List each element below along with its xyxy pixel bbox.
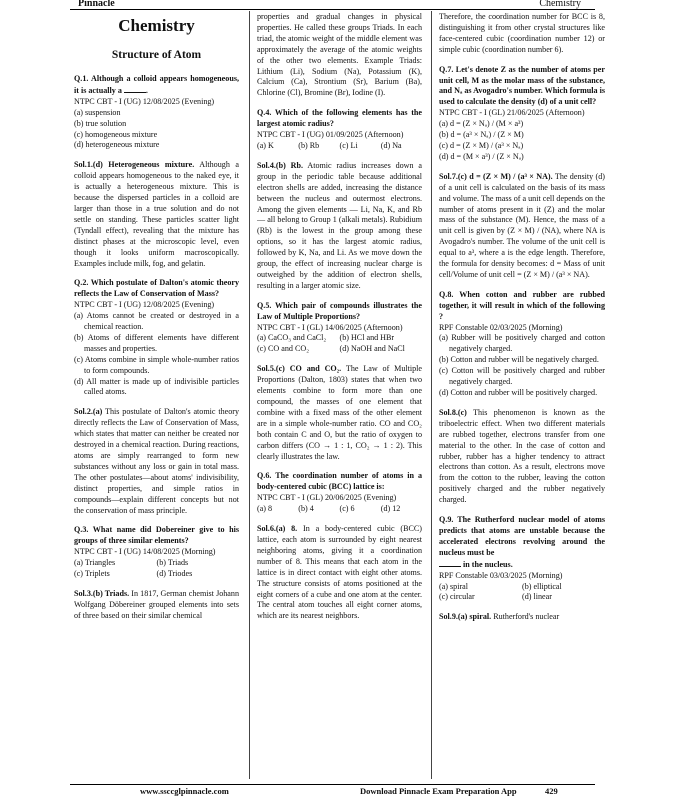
- question-4: Q.4. Which of the following elements has the largest atomic radius? NTPC CBT - I (UG) 01/09/2025 (Afternoon) (a) K (b) Rb (c) Li (d) Na: [257, 108, 422, 150]
- option-a: (a) Rubber will be positively charged and cotton negatively charged.: [439, 333, 605, 354]
- question-6: Q.6. The coordination number of atoms in a body-centered cubic (BCC) lattice is: NTPC CBT - I (GL) 20/06/2025 (Evening) (a) 8 (b) 4 (c) 6 (d) 12: [257, 471, 422, 514]
- option-d: (d) 12: [380, 504, 401, 514]
- column-1: [74, 12, 239, 778]
- question-1: Q.1. Although a colloid appears homogeneous, it is actually a . NTPC CBT - I (UG) 12/08/2025 (Evening) (a) suspension (b) true solution (c) homogeneous mixture (d) heterogeneous mixture: [74, 74, 239, 150]
- option-d: (d) Triodes: [156, 569, 193, 579]
- page-footer: [0, 786, 683, 800]
- footer-website: www.ssccglpinnacle.com: [140, 786, 229, 796]
- header-subject: Chemistry: [539, 0, 581, 9]
- option-c: (c) d = (Z × M) / (a³ × Nₐ): [439, 140, 524, 150]
- question-source: RPF Constable 03/03/2025 (Morning): [439, 570, 563, 580]
- publisher-name: Pinnacle: [78, 0, 115, 9]
- option-b: (b) elliptical: [522, 581, 562, 591]
- question-source: NTPC CBT - I (UG) 01/09/2025 (Afternoon): [257, 130, 404, 140]
- page-title: Chemistry: [118, 16, 195, 35]
- option-d: (d) linear: [522, 592, 552, 602]
- footer-app-promo: Download Pinnacle Exam Preparation App: [360, 786, 517, 796]
- question-source: NTPC CBT - I (GL) 20/06/2025 (Evening): [257, 493, 397, 503]
- option-d: (d) Cotton and rubber will be positively charged.: [439, 388, 598, 397]
- solution-3-continued: properties and gradual changes in physical properties. He called these groups Triads. In each triad, the atomic weight of the middle element was approximately the average of the atomic weights of the other two elements. Example Triads: Lithium (Li), Sodium (Na), Potassium (K), Calcium (Ca), Strontium (Sr), Barium (Ba), Chlorine (Cl), Bromine (Br), Iodine (I).: [257, 12, 422, 98]
- option-b: (b) Atoms of different elements have different masses and properties.: [74, 332, 239, 353]
- solution-6-continued: Therefore, the coordination number for BCC is 8, distinguishing it from other crystal structures like face-centered cubic (coordination number 12) or simple cubic (coordination number 6).: [439, 12, 605, 54]
- option-c: (c) Li: [339, 140, 358, 150]
- fill-blank: [439, 559, 461, 567]
- question-2: Q.2. Which postulate of Dalton's atomic theory reflects the Law of Conservation of Mass? NTPC CBT - I (UG) 12/08/2025 (Evening) (a) Atoms cannot be created or destroyed in a chemical reaction. (b) Atoms of different elements have different masses and properties. (c) Atoms combine in simple whole-number ratios to form compounds. (d) All matter is made up of indivisible particles called atoms.: [74, 278, 239, 397]
- column-divider: [249, 11, 250, 779]
- question-5: Q.5. Which pair of compounds illustrates the Law of Multiple Proportions? NTPC CBT - I (GL) 14/06/2025 (Afternoon) (a) CaCO₃ and CaCl₂ (b) HCl and HBr (c) CO and CO₂ (d) NaOH and NaCl: [257, 300, 422, 354]
- solution-1: Sol.1.(d) Heterogeneous mixture. Although a colloid appears homogeneous to the naked eye, it is actually a heterogeneous mixture. This is because the dispersed particles in a colloid are larger than those in a true solution and do not settle on standing. These particles scatter light (Tyndall effect), revealing that the mixture has distinct phases at the microscopic level, even though it looks uniform macroscopically. Examples include milk, fog, and gelatin.: [74, 160, 239, 268]
- option-d: (d) d = (M × a³) / (Z × Nₐ): [439, 151, 524, 161]
- question-source: NTPC CBT - I (GL) 14/06/2025 (Afternoon): [257, 322, 403, 332]
- option-c: (c) homogeneous mixture: [74, 129, 158, 139]
- solution-9: Sol.9.(a) spiral. Rutherford's nuclear: [439, 612, 560, 622]
- solution-7: Sol.7.(c) d = (Z × M) / (a³ × NA). The density (d) of a unit cell is calculated on the basis of its mass and volume. The mass of a unit cell depends on the number of atoms present in it (Z) and the molar mass of the substance (M). Hence, the mass of a unit cell is given by (Z × M) / (NA), where NA is Avogadro's number. The volume of the unit cell is equal to a³, where a is the edge length. Therefore, the formula for density becomes: d = Mass of unit cell/Volume of unit cell = (Z × M) / (a³ × NA).: [439, 171, 605, 279]
- footer-rule: [70, 784, 595, 785]
- option-a: (a) suspension: [74, 107, 121, 117]
- option-a: (a) d = (Z × Nₐ) / (M × a³): [439, 119, 524, 129]
- option-d: (d) NaOH and NaCl: [339, 344, 405, 354]
- solution-4: Sol.4.(b) Rb. Atomic radius increases down a group in the periodic table because additional electron shells are added, increasing the distance between the nucleus and outermost electrons. Among the given elements — Li, Na, K, and Rb — all belong to Group 1 (alkali metals). Rubidium (Rb) is the lowest in the group among these options, so it has the largest atomic radius, followed by K, Na, and Li. As we move down the group, the effect of increasing nuclear charge is outweighed by the addition of electron shells, resulting in a larger atomic size.: [257, 160, 422, 290]
- solution-8: Sol.8.(c) This phenomenon is known as the triboelectric effect. When two different materials are rubbed together, electrons transfer from one material to the other. In the case of cotton and rubber, rubber has a higher tendency to attract electrons than cotton. As a result, electrons move from the cotton to the rubber, leaving the cotton positively charged and the rubber negatively charged.: [439, 407, 605, 505]
- option-d: (d) Na: [380, 140, 402, 150]
- page-subtitle: Structure of Atom: [111, 49, 202, 61]
- option-b: (b) true solution: [74, 118, 127, 128]
- option-a: (a) 8: [257, 504, 273, 514]
- solution-2: Sol.2.(a) This postulate of Dalton's atomic theory directly reflects the Law of Conservation of Mass, which states that matter can neither be created nor destroyed in a chemical reaction. During reactions, atoms are simply rearranged to form new substances without any loss or gain in total mass. The other postulates—about atoms' indivisibility, distinct properties, and simple ratios in compounds—explain different concepts but not the conservation of mass principle.: [74, 407, 239, 515]
- option-b: (b) Triads: [156, 558, 189, 568]
- column-divider: [431, 11, 432, 779]
- page-header: [0, 0, 683, 10]
- option-c: (c) CO and CO₂: [257, 344, 310, 354]
- option-c: (c) Cotton will be positively charged and rubber negatively charged.: [439, 366, 605, 387]
- solution-5: Sol.5.(c) CO and CO₂. The Law of Multiple Proportions (Dalton, 1803) states that when two elements combine to form more than one compound, the masses of one element that combine with a fixed mass of the other element are in a simple whole-number ratio. CO and CO₂ both contain C and O, but the ratio of oxygen to carbon differs (CO → 1 : 1, CO₂ → 1 : 2). This clearly illustrates the law.: [257, 364, 422, 461]
- option-c: (c) Atoms combine in simple whole-number ratios to form compounds.: [74, 354, 239, 375]
- option-b: (b) 4: [298, 504, 314, 514]
- page-number: 429: [545, 786, 558, 796]
- header-rule: [70, 9, 595, 10]
- option-a: (a) spiral: [439, 581, 468, 591]
- option-b: (b) d = (a³ × Nₐ) / (Z × M): [439, 130, 524, 140]
- question-source: NTPC CBT - I (GL) 21/06/2025 (Afternoon): [439, 108, 585, 118]
- question-source: NTPC CBT - I (UG) 12/08/2025 (Evening): [74, 300, 215, 310]
- option-b: (b) HCl and HBr: [339, 333, 395, 343]
- question-7: Q.7. Let's denote Z as the number of atoms per unit cell, M as the molar mass of the substance, and Nₐ as Avogadro's number. Which formula is used to calculate the density (d) of a unit cell? NTPC CBT - I (GL) 21/06/2025 (Afternoon) (a) d = (Z × Nₐ) / (M × a³) (b) d = (a³ × Nₐ) / (Z × M) (c) d = (Z × M) / (a³ × Nₐ) (d) d = (M × a³) / (Z × Nₐ): [439, 64, 605, 161]
- question-source: NTPC CBT - I (UG) 14/08/2025 (Morning): [74, 547, 216, 557]
- option-c: (c) Triplets: [74, 569, 110, 579]
- column-3: [439, 12, 605, 778]
- option-d: (d) heterogeneous mixture: [74, 140, 160, 150]
- option-b: (b) Rb: [298, 140, 320, 150]
- column-2: [257, 12, 422, 778]
- option-b: (b) Cotton and rubber will be negatively charged.: [439, 355, 599, 365]
- fill-blank: [124, 85, 146, 93]
- option-a: (a) K: [257, 140, 274, 150]
- question-3: Q.3. What name did Dobereiner give to his groups of three similar elements? NTPC CBT - I (UG) 14/08/2025 (Morning) (a) Triangles (b) Triads (c) Triplets (d) Triodes: [74, 525, 239, 579]
- question-source: RPF Constable 02/03/2025 (Morning): [439, 322, 563, 332]
- question-source: NTPC CBT - I (UG) 12/08/2025 (Evening): [74, 96, 215, 106]
- option-a: (a) Atoms cannot be created or destroyed in a chemical reaction.: [74, 311, 239, 332]
- option-c: (c) circular: [439, 592, 475, 602]
- question-8: Q.8. When cotton and rubber are rubbed together, it will result in which of the following ? RPF Constable 02/03/2025 (Morning) (a) Rubber will be positively charged and cotton negatively charged. (b) Cotton and rubber will be negatively charged. (c) Cotton will be positively charged and rubber negatively charged. (d) Cotton and rubber will be positively charged.: [439, 289, 605, 397]
- option-a: (a) Triangles: [74, 558, 116, 568]
- option-a: (a) CaCO₃ and CaCl₂: [257, 333, 327, 343]
- option-d: (d) All matter is made up of indivisible particles called atoms.: [74, 376, 239, 397]
- solution-6: Sol.6.(a) 8. In a body-centered cubic (BCC) lattice, each atom is surrounded by eight nearest neighboring atoms, giving it a coordination number of 8. This means that each atom in the lattice is in direct contact with eight other atoms. The structure consists of atoms positioned at the eight corners of a cube and one atom at the center. The central atom touches all eight corner atoms, which are its nearest neighbors.: [257, 524, 422, 621]
- solution-3: Sol.3.(b) Triads. In 1817, German chemist Johann Wolfgang Döbereiner grouped elements into sets of three based on their similar chemical: [74, 588, 239, 620]
- question-9: Q.9. The Rutherford nuclear model of atoms predicts that atoms are unstable because the accelerated electrons revolving around the nucleus must be in the nucleus. RPF Constable 03/03/2025 (Morning) (a) spiral (b) elliptical (c) circular (d) linear: [439, 515, 605, 602]
- option-c: (c) 6: [339, 504, 355, 514]
